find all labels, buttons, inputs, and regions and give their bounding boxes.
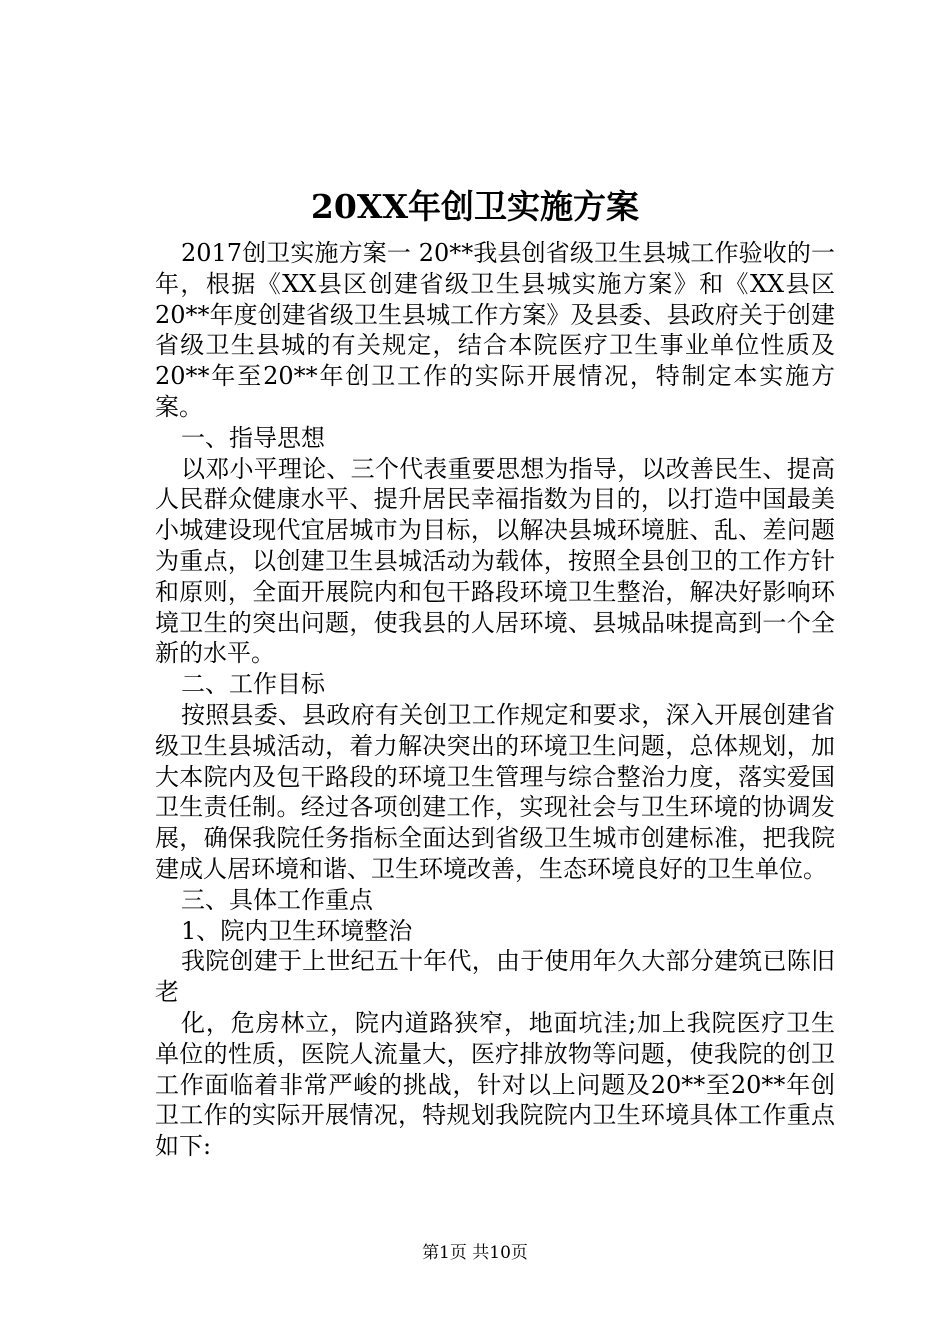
document-body [155, 238, 835, 1162]
heading-work-goals: 二、工作目标 [181, 670, 325, 699]
subheading-hospital-environment: 1、院内卫生环境整治 [181, 916, 413, 945]
page-footer: 第1页 共10页 [422, 1243, 528, 1263]
document-title: 20XX年创卫实施方案 [310, 187, 640, 226]
paragraph-hospital-history: 我院创建于上世纪五十年代，由于使用年久大部分建筑已陈旧老 [155, 947, 835, 1007]
heading-guiding-ideology: 一、指导思想 [181, 423, 325, 452]
paragraph-hospital-challenges: 化，危房林立，院内道路狭窄，地面坑洼;加上我院医疗卫生单位的性质，医院人流量大，医疗排放物等问题，使我院的创卫工作面临着非常严峻的挑战，针对以上问题及20**至20**年创卫工作的实际开展情况，特规划我院院内卫生环境具体工作重点如下: [155, 1008, 835, 1161]
heading-key-tasks: 三、具体工作重点 [181, 885, 373, 914]
paragraph-guiding-ideology: 以邓小平理论、三个代表重要思想为指导，以改善民生、提高人民群众健康水平、提升居民幸福指数为目的，以打造中国最美小城建设现代宜居城市为目标，以解决县城环境脏、乱、差问题为重点，以创建卫生县城活动为载体，按照全县创卫的工作方针和原则，全面开展院内和包干路段环境卫生整治，解决好影响环境卫生的突出问题，使我县的人居环境、县城品味提高到一个全新的水平。 [155, 454, 835, 668]
paragraph-intro: 2017创卫实施方案一 20**我县创省级卫生县城工作验收的一年，根据《XX县区创建省级卫生县城实施方案》和《XX县区20**年度创建省级卫生县城工作方案》及县委、县政府关于创建省级卫生县城的有关规定，结合本院医疗卫生事业单位性质及20**年至20**年创卫工作的实际开展情况，特制定本实施方案。 [155, 239, 835, 421]
paragraph-work-goals: 按照县委、县政府有关创卫工作规定和要求，深入开展创建省级卫生县城活动，着力解决突出的环境卫生问题，总体规划，加大本院内及包干路段的环境卫生管理与综合整治力度，落实爱国卫生责任制。经过各项创建工作，实现社会与卫生环境的协调发展，确保我院任务指标全面达到省级卫生城市创建标准，把我院建成人居环境和谐、卫生环境改善，生态环境良好的卫生单位。 [155, 700, 835, 883]
